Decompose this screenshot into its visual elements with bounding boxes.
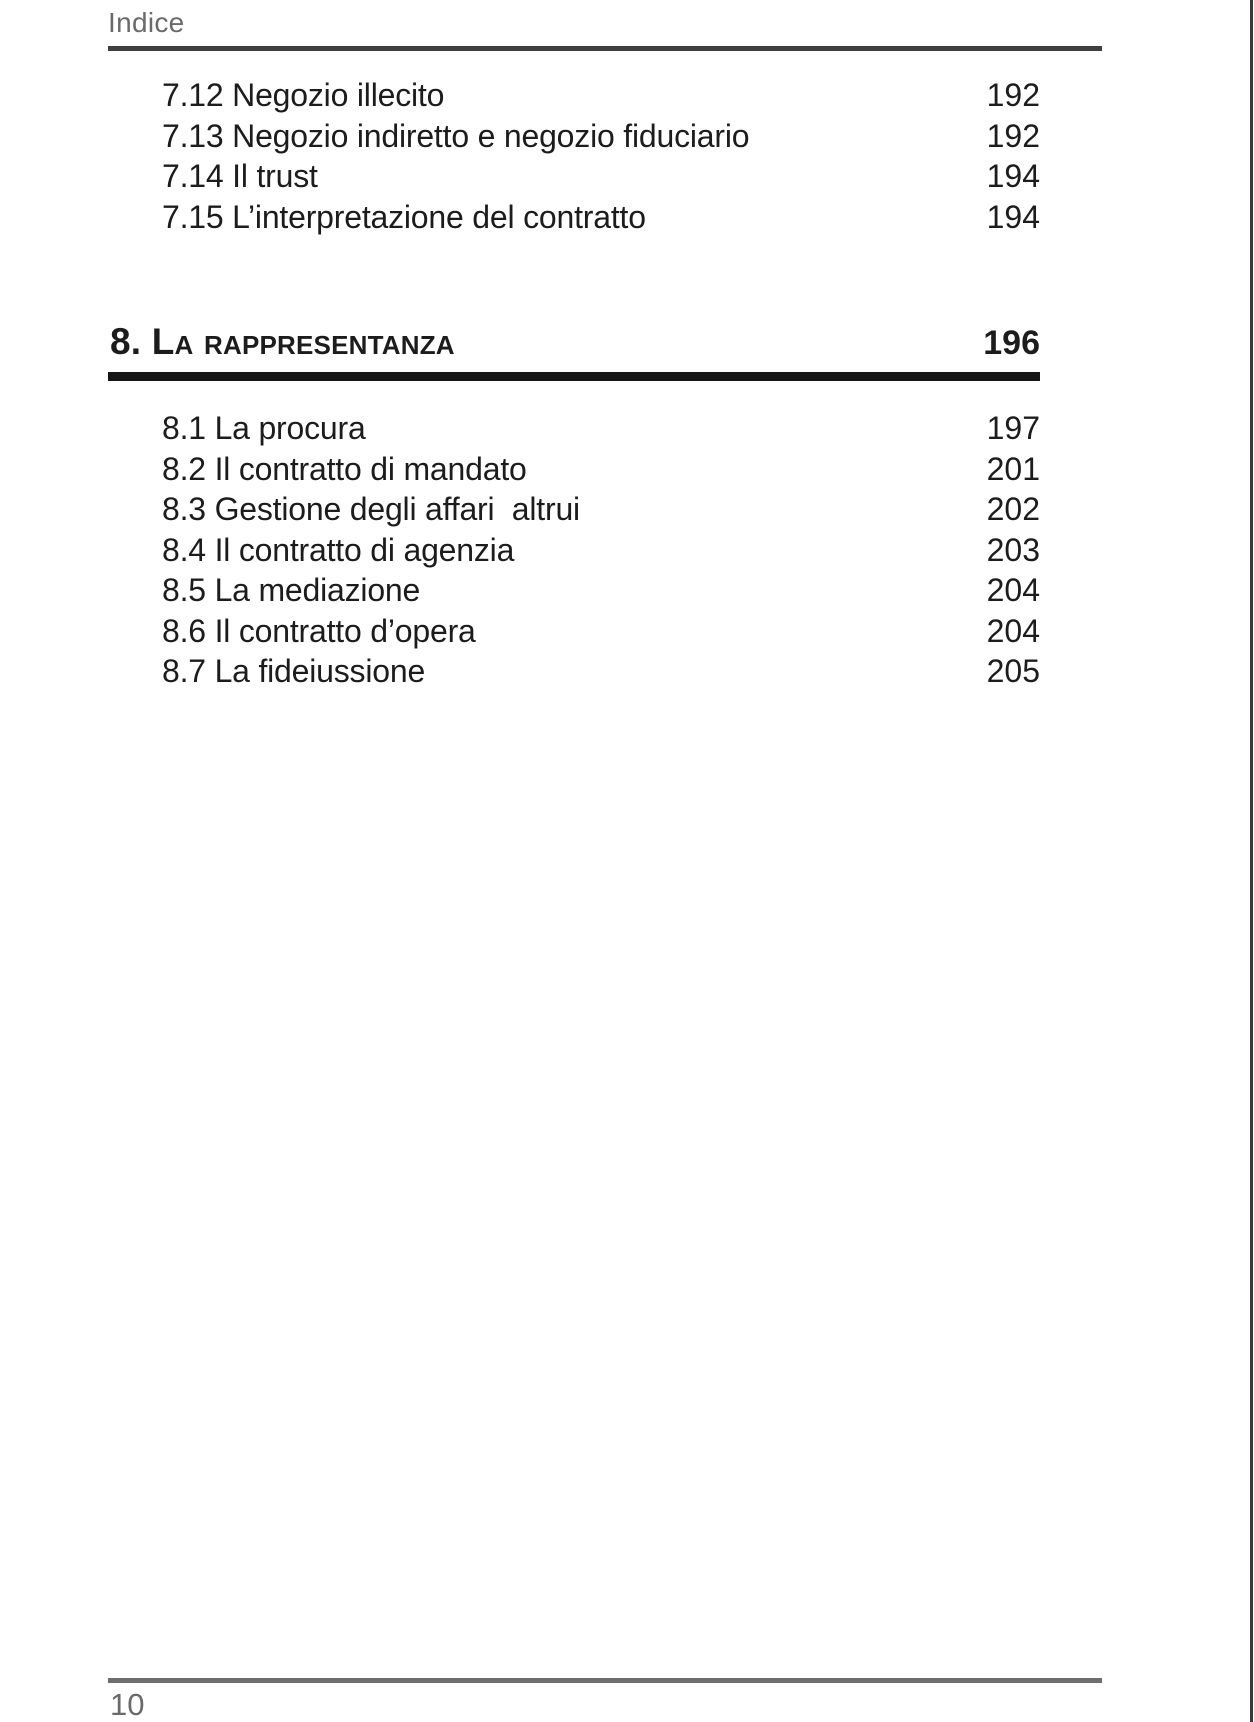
toc-entry-label: 7.14 Il trust [162,158,318,194]
footer-rule [108,1678,1102,1683]
toc-entry-label: 8.7 La fideiussione [162,653,426,689]
toc-entry-label: 8.6 Il contratto d’opera [162,612,476,649]
chapter-8-heading-row [110,320,1040,365]
toc-entry-page-number: 201 [986,450,1040,487]
toc-entry-row [110,489,1040,530]
toc-entry-page-number: 197 [986,410,1040,446]
toc-entry-row [110,116,1040,157]
toc-entry-page-number: 205 [986,653,1040,689]
toc-entry-label: 8.2 Il contratto di mandato [162,450,527,487]
footer-page-number: 10 [110,1687,145,1722]
chapter-8-heading-page-number: 196 [983,324,1040,362]
toc-entry-page-number: 192 [986,77,1040,113]
toc-entry-label: 8.4 Il contratto di agenzia [162,531,515,568]
toc-entry-row [110,651,1040,692]
toc-entry-row [110,530,1040,571]
toc-entry-label: 8.3 Gestione degli affari altrui [162,491,580,527]
toc-entry-label: 7.13 Negozio indiretto e negozio fiduciario [162,117,750,154]
toc-entry-page-number: 203 [986,531,1040,568]
toc-entry-row [110,570,1040,611]
toc-entry-page-number: 194 [986,198,1040,235]
header-rule [108,46,1102,51]
toc-entry-row [110,611,1040,652]
toc-entry-row [110,156,1040,197]
toc-section-7-list [110,75,1040,237]
toc-entry-page-number: 204 [986,612,1040,649]
toc-entry-row [110,408,1040,449]
toc-entry-row [110,197,1040,238]
toc-entry-row [110,75,1040,116]
toc-entry-page-number: 194 [986,158,1040,194]
toc-entry-label: 8.1 La procura [162,410,366,446]
page-right-edge-border [1250,0,1253,1722]
chapter-8-heading-title: 8. La rappresentanza [110,321,455,362]
toc-entry-row [110,449,1040,490]
toc-entry-page-number: 192 [986,117,1040,154]
toc-entry-label: 8.5 La mediazione [162,572,421,608]
chapter-heading-rule [108,372,1040,381]
toc-section-8-list [110,408,1040,692]
toc-entry-label: 7.15 L’interpretazione del contratto [162,198,646,235]
toc-entry-page-number: 204 [986,572,1040,608]
toc-entry-label: 7.12 Negozio illecito [162,77,445,113]
running-header-title: Indice [108,7,185,38]
toc-entry-page-number: 202 [986,491,1040,527]
